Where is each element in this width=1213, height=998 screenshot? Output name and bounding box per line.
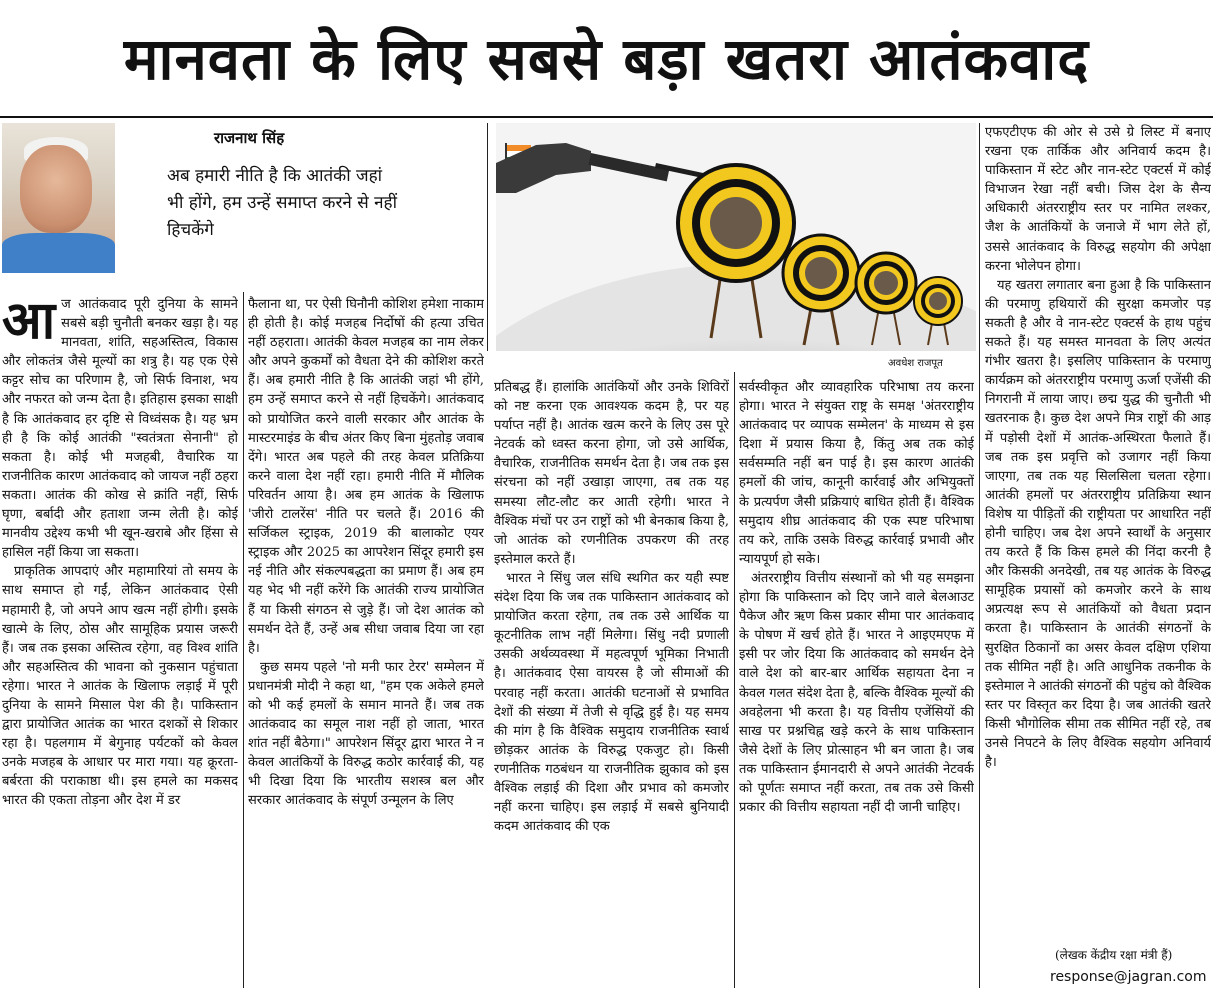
column-divider xyxy=(487,123,488,351)
article-paragraph: प्राकृतिक आपदाएं और महामारियां तो समय के साथ समाप्त हो गईं, लेकिन आतंकवाद ऐसी महामारी है, जो अपने आप खत्म नहीं होगी। इसके खात्मे के लिए, ठोस और सामूहिक प्रयास जरूरी हैं। जब तक इसका अस्तित्व रहेगा, वह विश्व शांति और सहअस्तित्व की भावना को नुकसान पहुंचाता रहेगा। भारत ने आतंक के खिलाफ लड़ाई में पूरी दुनिया के सामने मिसाल पेश की है। पाकिस्तान द्वारा प्रायोजित आतंक का भारत दशकों से शिकार रहा है। पहलगाम में बेगुनाह पर्यटकों को केवल उनके मजहब के आधार पर मारा गया। यह क्रूरता-बर्बरता की पराकाष्ठा थी। इस हमले का मकसद भारत की एकता तोड़ना और देश में डर xyxy=(2,564,238,809)
article-column-5 xyxy=(985,123,1211,943)
author-name: राजनाथ सिंह xyxy=(214,129,285,147)
article-paragraph: अंतरराष्ट्रीय वित्तीय संस्थानों को भी यह समझना होगा कि पाकिस्तान को दिए जाने वाले बेलआउट पैकेज और ऋण किस प्रकार सीमा पार आतंकवाद के पोषण में खर्च होते हैं। भारत ने आइएमएफ में इसी पर जोर दिया कि आतंकवाद को समर्थन देने वाले देश को बार-बार आर्थिक सहायता देना न केवल गलत संदेश देता है, बल्कि वैश्विक मूल्यों की अवहेलना भी करता है। यह वित्तीय एजेंसियों की साख पर प्रश्नचिह्न खड़े करने के साथ पाकिस्तान जैसे देशों के लिए प्रोत्साहन भी बन जाता है। जब तक पाकिस्तान ईमानदारी से अपने आतंकी नेटवर्क को पूर्णतः समाप्त नहीं करता, तब तक उसे किसी प्रकार की वित्तीय सहायता नहीं दी जानी चाहिए। xyxy=(739,570,974,816)
article-column-2 xyxy=(248,295,484,990)
article-column-1 xyxy=(2,295,238,990)
drop-cap: आ xyxy=(2,295,56,351)
author-photo xyxy=(2,123,115,273)
article-paragraph: कुछ समय पहले 'नो मनी फार टेरर' सम्मेलन में प्रधानमंत्री मोदी ने कहा था, "हम एक अकेले हमले को भी कई हमलों के समान मानते हैं। जब तक आतंकवाद का समूल नाश नहीं हो जाता, भारत शांत नहीं बैठेगा।" आपरेशन सिंदूर द्वारा भारत ने न केवल आतंकियों के विरुद्ध कठोर कार्रवाई की, यह भी दिखा दिया कि भारतीय सशस्त्र बल और सरकार आतंकवाद के संपूर्ण उन्मूलन के लिए xyxy=(248,659,484,809)
pull-quote: अब हमारी नीति है कि आतंकी जहां भी होंगे, हम उन्हें समाप्त करने से नहीं हिचकेंगे xyxy=(167,166,397,240)
author-note: (लेखक केंद्रीय रक्षा मंत्री हैं) xyxy=(1055,948,1173,962)
article-paragraph: प्रतिबद्ध हैं। हालांकि आतंकियों और उनके शिविरों को नष्ट करना एक आवश्यक कदम है, पर यह पर्याप्त नहीं है। आतंक खत्म करने के लिए उस पूरे नेटवर्क को ध्वस्त करना होगा, जो उसे आर्थिक, वैचारिक, राजनीतिक समर्थन देता है। जब तक इस संरचना को नहीं उखाड़ा जाएगा, तब तक यह समस्या लौट-लौट कर आती रहेगी। भारत ने वैश्विक मंचों पर उन राष्ट्रों को भी बेनकाब किया है, जो आतंक को रणनीतिक उपकरण की तरह इस्तेमाल करते हैं। xyxy=(494,380,729,567)
headline-rule xyxy=(0,116,1213,118)
column-divider xyxy=(734,372,735,988)
article-paragraph: फैलाना था, पर ऐसी घिनौनी कोशिश हमेशा नाकाम ही होती है। कोई मजहब निर्दोषों की हत्या उचित नहीं ठहराता। आतंकी केवल मजहब का नाम लेकर और अपने कुकर्मों को वैधता देने की कोशिश करते हैं। अब हमारी नीति है कि आतंकी जहां भी होंगे, हम उन्हें समाप्त करने से नहीं हिचकेंगे। आतंकवाद को प्रायोजित करने वाली सरकार और आतंक के मास्टरमाइंड के बीच अंतर किए बिना मुंहतोड़ जवाब देंगे। भारत अब पहले की तरह केवल प्रतिक्रिया करने वाला देश नहीं रहा। हमारी नीति में मौलिक परिवर्तन आया है। अब हम आतंक के खिलाफ 'जीरो टालरेंस' नीति पर चलते हैं। 2016 की सर्जिकल स्ट्राइक, 2019 की बालाकोट एयर स्ट्राइक और 2025 का आपरेशन सिंदूर हमारी इस नई नीति और संकल्पबद्धता का प्रमाण हैं। अब हम यह भेद भी नहीं करेंगे कि आतंकी राज्य प्रायोजित हैं या किसी संगठन से जुड़े हैं। जो देश आतंक को समर्थन देते हैं, उन्हें अब सीधा जवाब दिया जा रहा है। xyxy=(248,297,484,656)
photo-credit: अवधेश राजपूत xyxy=(888,358,943,369)
article-column-3 xyxy=(494,378,729,990)
illustration xyxy=(496,123,976,351)
column-divider xyxy=(979,123,980,988)
response-email[interactable]: response@jagran.com xyxy=(1050,969,1207,985)
headline: मानवता के लिए सबसे बड़ा खतरा आतंकवाद xyxy=(123,25,1090,93)
article-paragraph: यह खतरा लगातार बना हुआ है कि पाकिस्तान की परमाणु हथियारों की सुरक्षा कमजोर पड़ सकती है और वे नान-स्टेट एक्टर्स के हाथ पहुंच सकते हैं। यह समस्त मानवता के लिए अत्यंत गंभीर खतरा है। इसलिए पाकिस्तान के परमाणु कार्यक्रम को अंतरराष्ट्रीय परमाणु ऊर्जा एजेंसी की निगरानी में लाया जाए। छद्म युद्ध की चुनौती भी खतरनाक है। कुछ देश अपने मित्र राष्ट्रों की आड़ में पड़ोसी देशों में आतंक-अस्थिरता फैलाते हैं। जब तक इस प्रवृत्ति को उजागर नहीं किया जाएगा, तब तक यह सिलसिला चलता रहेगा। आतंकी हमलों पर अंतरराष्ट्रीय प्रतिक्रिया स्थान विशेष या पीड़ितों की राष्ट्रीयता पर आधारित नहीं होनी चाहिए। जब देश अपने स्वार्थों के अनुसार तय करते हैं कि किस हमले की निंदा करनी है और किसकी अनदेखी, तब यह आतंक के विरुद्ध सामूहिक प्रयासों को कमजोर करने के साथ अप्रत्यक्ष रूप से आतंकियों को वैधता प्रदान करता है। पाकिस्तान के आतंकी संगठनों के सुरक्षित ठिकानों का असर केवल दक्षिण एशिया तक सीमित नहीं है। अति आधुनिक तकनीक के इस्तेमाल ने आतंकी संगठनों की पहुंच को वैश्विक स्तर पर विस्तृत कर दिया है। जब आतंकी खतरे किसी भौगोलिक सीमा तक सीमित नहीं रहे, तब उनसे निपटने के लिए वैश्विक सहयोग अनिवार्य है। xyxy=(985,277,1211,771)
article-paragraph: सर्वस्वीकृत और व्यावहारिक परिभाषा तय करना होगा। भारत ने संयुक्त राष्ट्र के समक्ष 'अंतरराष्ट्रीय आतंकवाद पर व्यापक सम्मेलन' के माध्यम से इस दिशा में प्रयास किया है, किंतु अब तक कोई सर्वसम्मति नहीं बन पाई है। इस कारण आतंकी हमलों की जांच, कानूनी कार्रवाई और अभियुक्तों के प्रत्यर्पण जैसी प्रक्रियाएं बाधित होती हैं। वैश्विक समुदाय शीघ्र आतंकवाद की एक स्पष्ट परिभाषा तय करे, ताकि उसके विरुद्ध कार्रवाई प्रभावी और न्यायपूर्ण हो सके। xyxy=(739,380,974,567)
article-paragraph: आज आतंकवाद पूरी दुनिया के सामने सबसे बड़ी चुनौती बनकर खड़ा है। यह मानवता, शांति, सहअस्तित्व, विकास और लोकतंत्र जैसे मूल्यों का शत्रु है। यह एक ऐसे कट्टर सोच का परिणाम है, जो सिर्फ विनाश, भय और नफरत को जन्म देता है। इतिहास इसका साक्षी है कि आतंकवाद हर दृष्टि से विध्वंसक है। यह भ्रम ही है कि कोई आतंकी "स्वतंत्रता सेनानी" हो सकता है। कोई भी मजहबी, वैचारिक या राजनीतिक कारण आतंकवाद को जायज नहीं ठहरा सकता। आतंक की कोख से क्रांति नहीं, सिर्फ घृणा, बर्बादी और हताशा जन्म लेती है। कोई मानवीय उद्देश्य कभी भी खून-खराबे और हिंसा से हासिल नहीं किया जा सकता। xyxy=(2,295,238,561)
article-paragraph: एफएटीएफ की ओर से उसे ग्रे लिस्ट में बनाए रखना एक तार्किक और अनिवार्य कदम है। पाकिस्तान में स्टेट और नान-स्टेट एक्टर्स में कोई विभाजन रेखा नहीं बची। जिस देश के सैन्य अधिकारी अंतरराष्ट्रीय स्तर पर नामित लश्कर, जैश के आतंकियों के जनाजे में भाग लेते हों, उससे आतंकवाद के विरुद्ध सहयोग की अपेक्षा करना भोलेपन होगा। xyxy=(985,125,1211,274)
article-column-4 xyxy=(739,378,974,990)
column-divider xyxy=(243,292,244,988)
article-paragraph: भारत ने सिंधु जल संधि स्थगित कर यही स्पष्ट संदेश दिया कि जब तक पाकिस्तान आतंकवाद को प्रायोजित करता रहेगा, तब तक उसे आर्थिक या कूटनीतिक लाभ नहीं मिलेगा। सिंधु नदी प्रणाली उसकी अर्थव्यवस्था में महत्वपूर्ण भूमिका निभाती है। आतंकवाद ऐसा वायरस है जो सीमाओं की परवाह नहीं करता। आतंकी घटनाओं से प्रभावित देशों की संख्या में तेजी से वृद्धि हुई है। यह समय की मांग है कि वैश्विक समुदाय राजनीतिक स्वार्थ छोड़कर आतंक के विरुद्ध एकजुट हो। किसी रणनीतिक गठबंधन या राजनीतिक झुकाव को इस वैश्विक लड़ाई की दिशा और प्रभाव को कमजोर नहीं करना चाहिए। इस लड़ाई में सबसे बुनियादी कदम आतंकवाद की एक xyxy=(494,570,729,835)
